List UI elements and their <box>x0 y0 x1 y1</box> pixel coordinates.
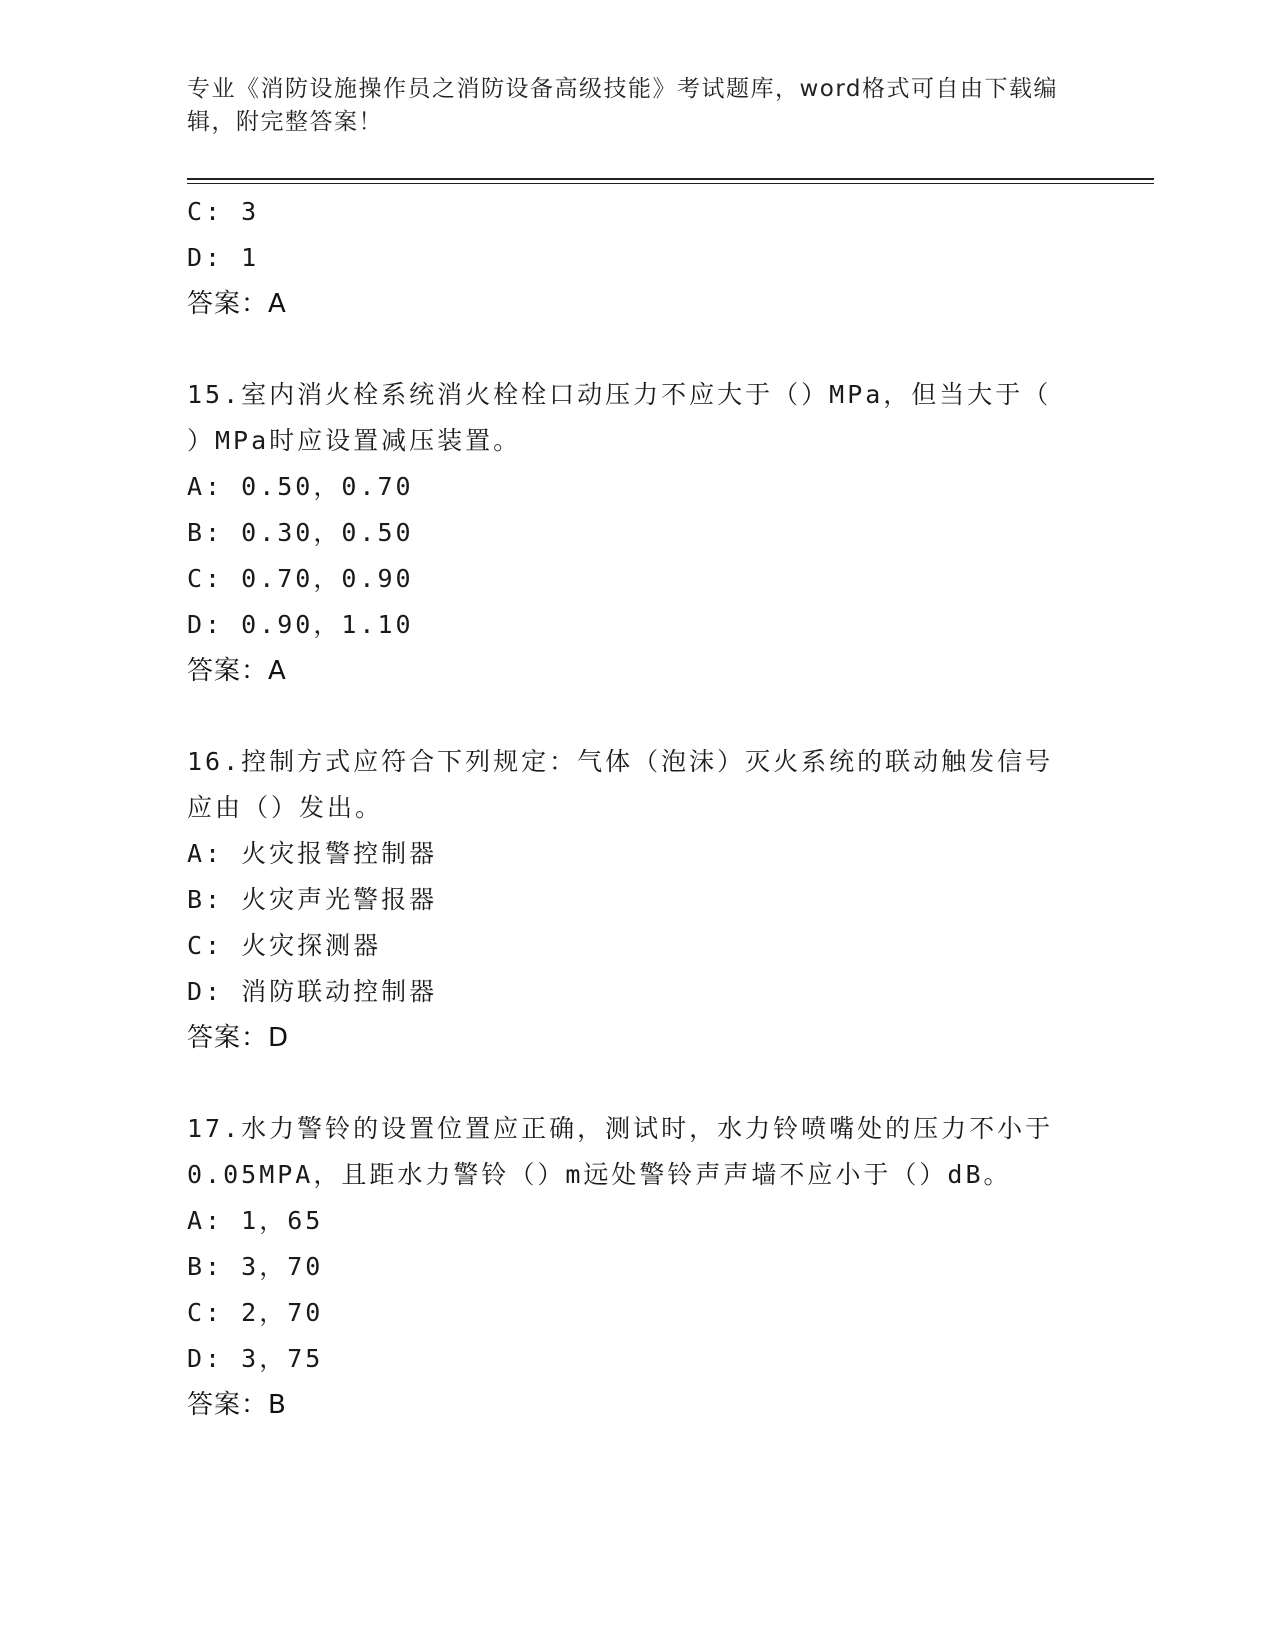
spacer <box>187 327 1087 372</box>
option-c: C: 火灾探测器 <box>187 931 382 960</box>
option-d: D: 1 <box>187 243 260 272</box>
option-a: A: 0.50，0.70 <box>187 472 414 501</box>
option-d: D: 消防联动控制器 <box>187 977 438 1006</box>
option-b: B: 3，70 <box>187 1252 324 1281</box>
question-text-line-1: 17.水力警铃的设置位置应正确，测试时，水力铃喷嘴处的压力不小于 <box>187 1114 1054 1143</box>
option-b: B: 0.30，0.50 <box>187 518 414 547</box>
option-c: C: 2，70 <box>187 1298 324 1327</box>
option-d: D: 0.90，1.10 <box>187 610 414 639</box>
question-list <box>187 189 1087 1428</box>
option-d: D: 3，75 <box>187 1344 324 1373</box>
question-text-line-2: 应由（）发出。 <box>187 793 384 822</box>
answer-label: 答案：D <box>187 1023 290 1053</box>
question-text-line-1: 15.室内消火栓系统消火栓栓口动压力不应大于（）MPa，但当大于（ <box>187 380 1052 409</box>
document-header <box>187 73 1087 139</box>
answer-label: 答案：B <box>187 1390 287 1420</box>
question-text-line-2: ）MPa时应设置减压装置。 <box>187 426 522 455</box>
option-a: A: 1，65 <box>187 1206 324 1235</box>
spacer <box>187 1061 1087 1106</box>
header-divider-thin <box>187 183 1154 184</box>
question-text-line-2: 0.05MPA，且距水力警铃（）m远处警铃声声墙不应小于（）dB。 <box>187 1160 1012 1189</box>
option-b: B: 火灾声光警报器 <box>187 885 438 914</box>
question-15 <box>187 372 1087 694</box>
question-16 <box>187 739 1087 1061</box>
answer-label: 答案：A <box>187 656 287 686</box>
header-line-2: 辑，附完整答案！ <box>187 109 383 135</box>
spacer <box>187 694 1087 739</box>
question-17 <box>187 1106 1087 1428</box>
option-c: C: 0.70，0.90 <box>187 564 414 593</box>
header-line-1: 专业《消防设施操作员之消防设备高级技能》考试题库，word格式可自由下载编 <box>187 76 1059 102</box>
question-14-tail <box>187 189 1087 327</box>
option-c: C: 3 <box>187 197 260 226</box>
answer-label: 答案：A <box>187 289 287 319</box>
header-divider-thick <box>187 178 1154 180</box>
option-a: A: 火灾报警控制器 <box>187 839 438 868</box>
question-text-line-1: 16.控制方式应符合下列规定：气体（泡沫）灭火系统的联动触发信号 <box>187 747 1054 776</box>
